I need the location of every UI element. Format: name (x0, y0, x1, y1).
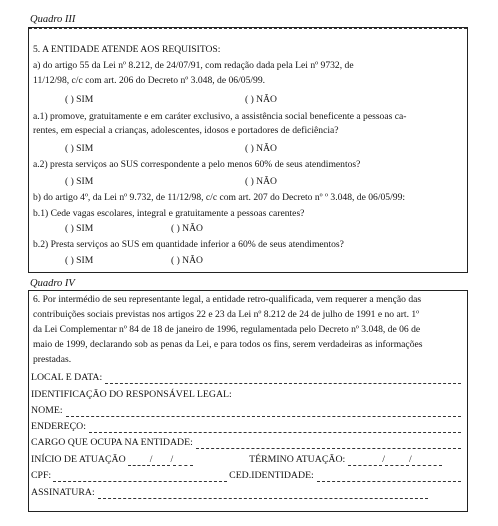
identificacao-heading (31, 388, 461, 401)
declaracao-line-5: prestadas. (33, 354, 72, 365)
item-a-nao-checkbox[interactable]: ( ) NÃO (245, 94, 277, 105)
inicio-month-blank[interactable] (152, 456, 170, 466)
quadro-4-box (28, 290, 468, 512)
cargo-blank[interactable] (196, 439, 461, 449)
cargo-label: CARGO QUE OCUPA NA ENTIDADE: (31, 437, 193, 448)
item-b-line: b) do artigo 4º, da Lei nº 9.732, de 11/12/98, c/c com art. 207 do Decreto nº º 3.048, de 06/05/99: (33, 192, 406, 203)
ced-label: CED.IDENTIDADE: (229, 470, 314, 481)
item-b2-sim-checkbox[interactable]: ( ) SIM (65, 255, 94, 266)
item-a-line-1: a) do artigo 55 da Lei nº 8.212, de 24/07/91, com redação dada pela Lei nº 9732, de (33, 60, 354, 71)
item-a1-sim-checkbox[interactable]: ( ) SIM (65, 143, 94, 154)
item-a2-sim-checkbox[interactable]: ( ) SIM (65, 176, 94, 187)
nome-blank[interactable] (66, 407, 461, 417)
cpf-blank[interactable] (53, 472, 227, 482)
quadro-3-title: Quadro III (30, 14, 76, 25)
cpf-label: CPF: (31, 470, 52, 481)
inicio-day-blank[interactable] (128, 456, 150, 466)
item-b1-line: b.1) Cede vagas escolares, integral e gratuitamente a pessoas carentes? (33, 208, 305, 219)
item-a-line-2: 11/12/98, c/c com art. 206 do Decreto nº 3.048, de 06/05/99. (33, 75, 266, 86)
endereco-blank[interactable] (89, 423, 461, 433)
nome-label: NOME: (31, 405, 63, 416)
item-b2-nao-checkbox[interactable]: ( ) NÃO (171, 255, 203, 266)
quadro-3-dashed-border (29, 28, 467, 29)
inicio-year-blank[interactable] (173, 456, 193, 466)
endereco-field[interactable] (31, 420, 461, 433)
inicio-label: INÍCIO DE ATUAÇÃO (31, 454, 126, 465)
termino-month-blank[interactable] (385, 456, 409, 466)
assinatura-blank[interactable] (98, 489, 428, 499)
cpf-ced-row (31, 469, 461, 482)
atuacao-row: INÍCIO DE ATUAÇÃO / / TÉRMINO ATUAÇÃO: / / (31, 453, 461, 466)
termino-day-blank[interactable] (348, 456, 382, 466)
item-a2-nao-checkbox[interactable]: ( ) NÃO (245, 176, 277, 187)
termino-label: TÉRMINO ATUAÇÃO: (249, 454, 346, 465)
requisitos-heading: 5. A ENTIDADE ATENDE AOS REQUISITOS: (33, 44, 221, 55)
local-data-blank[interactable] (105, 374, 461, 384)
cargo-field[interactable] (31, 436, 461, 449)
item-b2-line: b.2) Presta serviços ao SUS em quantidade inferior a 60% de seus atendimentos? (33, 239, 344, 250)
item-a2-line: a.2) presta serviços ao SUS correspondente a pelo menos 60% de seus atendimentos? (33, 159, 361, 170)
item-a1-line-1: a.1) promove, gratuitamente e em caráter exclusivo, a assistência social beneficente a pessoas ca- (33, 111, 407, 122)
assinatura-field[interactable] (31, 486, 461, 499)
item-a-sim-checkbox[interactable]: ( ) SIM (65, 94, 94, 105)
local-data-field[interactable] (31, 371, 461, 384)
item-a1-line-2: rentes, em especial a crianças, adolescentes, idosos e portadores de deficiência? (33, 125, 339, 136)
declaracao-line-2: contribuições sociais previstas nos artigos 22 e 23 da Lei nº 8.212 de 24 de julho de 1991 e no art. 1º (33, 309, 420, 320)
ced-blank[interactable] (317, 472, 461, 482)
quadro-4-title: Quadro IV (30, 278, 75, 289)
endereco-label: ENDEREÇO: (31, 421, 86, 432)
declaracao-line-1: 6. Por intermédio de seu representante legal, a entidade retro-qualificada, vem requerer a menção das (33, 294, 422, 305)
local-data-label: LOCAL E DATA: (31, 372, 103, 383)
item-a1-nao-checkbox[interactable]: ( ) NÃO (245, 143, 277, 154)
identificacao-label: IDENTIFICAÇÃO DO RESPONSÁVEL LEGAL: (31, 389, 232, 400)
item-b1-nao-checkbox[interactable]: ( ) NÃO (171, 223, 203, 234)
declaracao-line-3: da Lei Complementar nº 84 de 18 de janeiro de 1996, regulamentada pelo Decreto nº 3.048, de 06 de (33, 324, 421, 335)
item-b1-sim-checkbox[interactable]: ( ) SIM (65, 223, 94, 234)
declaracao-line-4: maio de 1999, declarando sob as penas da Lei, e para todos os fins, serem verdadeiras as informações (33, 339, 423, 350)
quadro-3-box (28, 27, 468, 273)
nome-field[interactable] (31, 404, 461, 417)
termino-year-blank[interactable] (412, 456, 442, 466)
assinatura-label: ASSINATURA: (31, 487, 95, 498)
